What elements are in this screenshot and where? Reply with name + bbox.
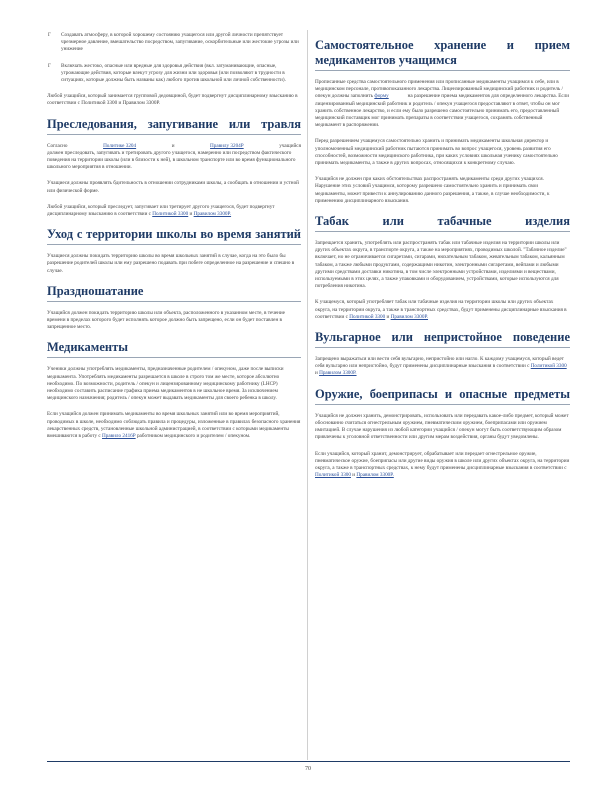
section-heading-tobacco: Табак или табачные изделия (315, 214, 570, 229)
paragraph-body: Прописанные средства самостоятельного применения или прописанные медикаменты учащимся к себе, или в медицинском персонале, противопоказанного лекарства. Лицензированный медицинский работник и родитель / опекун должны заполнить (315, 79, 563, 100)
paragraph-body: Если учащийся, который хранит, демонстрирует, обрабатывает или передает огнестрельное оружие, пневматическое оружие, боеприпасы или другие виды оружия в школе или других объектах округа, на территории округа, а также в транспортных средствах, к нему будут применены дисциплинарные взыскания в соответствии с (315, 450, 570, 471)
list-item (47, 32, 301, 54)
heading-rule (315, 231, 570, 232)
paragraph-connector: и (171, 142, 175, 149)
paragraph: Любой учащийся, который занимается групповой дедовщиной, будет подвергнут дисциплинарному взысканию в соответствии с Политикой 3300 и Правилом 3300Р. (47, 93, 298, 107)
paragraph-body: работником медицинского и родителем / опекуном. (136, 433, 251, 440)
section-heading-weapons: Оружие, боеприпасы и опасные предметы (315, 386, 570, 401)
heading-rule (47, 357, 301, 358)
paragraph-connector: и (315, 370, 318, 377)
policy-link[interactable]: Политике 3204 (103, 142, 137, 149)
paragraph-body: Любой учащийся, который преследует, запугивает или третирует другого учащегося, будет подвергнут дисциплинарному взысканию в соответствии с (47, 203, 275, 218)
paragraph (47, 143, 301, 172)
paragraph: Учащийся должен покидать территорию школы или объекта, расположенного в указанном месте, в течение времени в пределах которого будет исполнять которое должно быть запрещено, если он будет поставлен в запрещенное место. (47, 309, 285, 331)
paragraph-lead: Согласно (47, 142, 68, 149)
paragraph-body: должен преследовать, запугивать и третировать другого учащегося, намеренно или посредством фактического поведения на территории школы (или в близости к ней), в школьном транспорте или во время функционального школьного мероприятия в отношении. (47, 149, 296, 171)
heading-rule (47, 134, 301, 135)
page-number: 70 (305, 766, 311, 772)
heading-rule (315, 70, 570, 71)
heading-rule (47, 301, 301, 302)
policy-link[interactable]: Политикой 3300 (530, 363, 567, 370)
paragraph: Перед разрешением учащемуся самостоятельно хранить и принимать медикаменты школьная директор и уполномоченный медицинский работник пытаются принимать во вопрос учащегося, уровень развития его способностей, возможности медицинского работника, при каких условиях школьная ученику самостоятельно принимать медикаменты, а также в других вопросах, относящихся к конкретному случаю. (315, 138, 558, 167)
heading-rule (315, 404, 570, 405)
regulation-link[interactable]: Правилом 3300Р. (193, 211, 232, 218)
regulation-link[interactable]: Правилом 3300Р. (390, 313, 429, 320)
bullet-marker: Г (48, 33, 51, 38)
section-heading-medications: Медикаменты (47, 340, 128, 355)
paragraph (47, 204, 301, 218)
heading-rule (47, 244, 301, 245)
regulation-link[interactable]: Правилу 3204Р (210, 142, 244, 149)
column-divider (307, 30, 308, 760)
regulation-link[interactable]: Правилом 3300Р. (319, 370, 357, 377)
paragraph (315, 299, 570, 321)
paragraph-body: Запрещено выражаться или вести себя вульгарно, непристойно или нагло. К каждому учащемуся, который ведет себя вульгарно или непристойно, будут применены дисциплинарные взыскания в соответствии с (315, 356, 564, 370)
list-item (47, 63, 301, 85)
policy-link[interactable]: Политикой 3300 (349, 313, 386, 320)
regulation-link[interactable]: Правилом 3300Р. (356, 472, 394, 479)
section-heading-leaving-campus: Уход с территории школы во время занятий (47, 227, 301, 242)
paragraph-connector: и (189, 211, 193, 218)
reference-line (47, 143, 301, 150)
policy-link[interactable]: Политикой 3300 (152, 211, 189, 218)
paragraph (315, 356, 570, 378)
form-link[interactable]: форму (374, 93, 389, 100)
paragraph: Учащийся не должен при каких обстоятельствах распространять медикаменты среди других учащихся. Нарушение этих условий учащимся, которому разрешено самостоятельно хранить и принимать свои медикаменты, может привести к аннулированию данного разрешения, а также, в случае необходимости, к применению дисциплинарного взыскания. (315, 176, 550, 204)
policy-link[interactable]: Политикой 3300 (315, 472, 351, 479)
paragraph (315, 79, 570, 129)
bullet-marker: Г (48, 63, 51, 69)
list-item-text: Включать жестоко, опасные или вредные для здоровья действия (вкл. затуманивающие, опасные, угрожающие действия, которые влекут угрозу для жизни или здоровья (или позволяют в трудности в ситуациях, которые должны быть названы как) любого против школьной или личной собственности). (61, 62, 286, 84)
paragraph-body: Если учащийся должен принимать медикаменты во время школьных занятий или во время мероприятий, проводимых в школе, необходимо соблюдать правила и процедуры, изложенные в правилах безопасного хранения лекарственных средств, установленные школьной администрацией, в соответствии с которыми медикаменты вмешиваются в работу с (47, 411, 301, 440)
bullet-list (47, 32, 301, 84)
section-heading-harassment: Преследования, запугивание или травля (47, 116, 301, 131)
paragraph: Учащиеся должны проявлять бдительность в отношении сотрудниками школы, а сообщать в отношении и устной или физической форме. (47, 180, 299, 194)
paragraph-connector: и (386, 313, 390, 320)
right-column (315, 32, 570, 488)
list-item-text: Создавать атмосферу, в которой хорошему состоянию учащегося или другой личности препятствует чрезмерное давление, вмешательство посредством, запугивание, оскорбительные или жестокие угрозы или унижение (61, 32, 299, 53)
left-column (47, 32, 301, 449)
paragraph-tail: учащийся (279, 142, 301, 149)
section-heading-vulgar-behavior: Вульгарное или непристойное поведение (315, 330, 570, 345)
paragraph: Запрещается хранить, употреблять или распространять табак или табачные изделия на территории школы или других объектах округа, в транспорте округа, а также на мероприятиях, проводимых школой. "Табачное изделие" включает, но не ограничивается сигаретами, сигарами, нюхательным табаком, жевательным табаком, кальянным табаком, а также любыми продуктами, содержащими никотин, электронными сигаретами, вейпами и любыми другими средствами доставки никотина, в том числе электронными устройствами, изделиями и веществами, используемыми в этих целях, а также упаковками и оборудованием, устройствами, которые используются для потребления никотина. (315, 240, 567, 290)
heading-rule (315, 347, 570, 348)
paragraph: Ученики должны употреблять медикаменты, предназначенные родителем / опекуном, даже после выписки медикамента. Употреблять медикаменты разрешается в школе в строго том же месте, которое абсолютно необходимо. По возможности, родитель / опекун и лицензированному медицинскому работнику (LHCP) необходимо составить расписание графика приема медикаментов в не школьное время. За исключением медицинского назначения; родитель / опекун может выдавать медикаменты для своего ребенка в школу. (47, 366, 284, 402)
paragraph-connector: и (352, 472, 356, 479)
paragraph: Учащиеся должны покидать территорию школы во время школьных занятий в случае, когда на это было бы разрешение родителей школы или ему разрешено подавать при побеге определенное на разрешение и спешно в случае. (47, 253, 295, 274)
paragraph (47, 411, 301, 440)
footer-rule (47, 761, 570, 762)
paragraph (315, 451, 570, 480)
paragraph: Учащийся не должен хранить, демонстрировать, использовать или передавать какое-либо предмет, который может обоснованно считаться огнестрельным оружием, пневматическим оружием, боеприпасами или оружием имитацией. В случае нарушения из любой категории учащийся / опекун могут быть соответствующим образом привлечены к уголовной ответственности или другим мерам воздействия, органы будут уведомлены. (315, 412, 569, 441)
section-heading-self-medication: Самостоятельное хранение и прием медикаментов учащимся (315, 38, 570, 67)
section-heading-loitering: Праздношатание (47, 283, 144, 298)
paragraph-body: К учащемуся, который употребляет табак или табачные изделия на территории школы или других объектах округа, на территории округа, а также в транспортных средствах, будут применены дисциплинарные взыскания в соответствии с (315, 299, 567, 320)
paragraph-body: на разрешение приема медикаментов для определенного лекарства. Если лицензированный медицинский работник и родитель / опекун учащегося предоставляют в ответ, чтобы он мог хранить собственное лекарство, и если ему было разрешено самостоятельно принимать его, предоставленный медицинский поставщик мог принимать препараты в соответствии учащегося, сохранять собственный медикамент в распоряжении. (315, 93, 570, 129)
regulation-link[interactable]: Правило 2416Р (102, 433, 136, 440)
